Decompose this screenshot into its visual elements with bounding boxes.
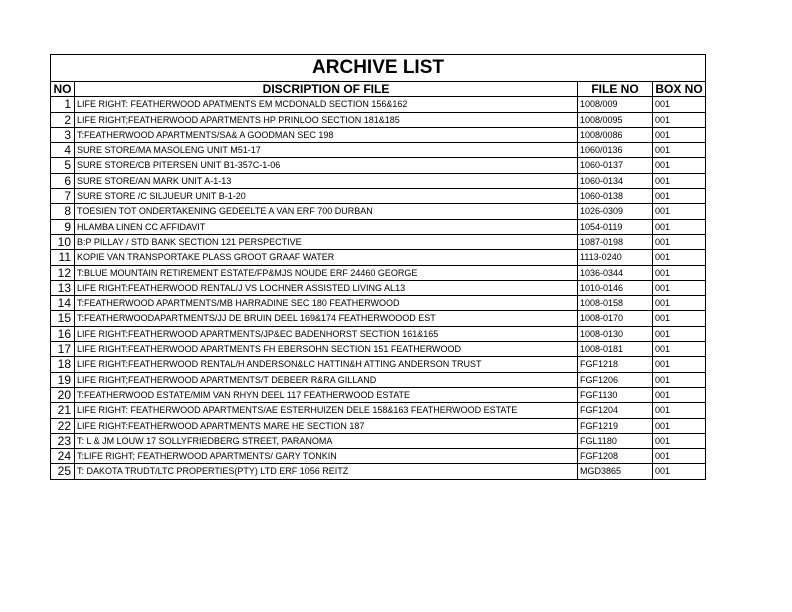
row-file-no: 1036-0344 xyxy=(578,265,653,280)
table-row xyxy=(51,449,706,464)
table-row xyxy=(51,280,706,295)
header-no: NO xyxy=(51,82,75,97)
table-row xyxy=(51,204,706,219)
row-description: B:P PILLAY / STD BANK SECTION 121 PERSPECTIVE xyxy=(75,234,578,249)
row-number: 4 xyxy=(51,143,75,158)
row-file-no: 1008/0095 xyxy=(578,112,653,127)
row-box-no: 001 xyxy=(653,127,706,142)
row-number: 1 xyxy=(51,97,75,112)
row-number: 15 xyxy=(51,311,75,326)
row-number: 22 xyxy=(51,418,75,433)
row-number: 25 xyxy=(51,464,75,479)
table-row xyxy=(51,127,706,142)
table-row xyxy=(51,387,706,402)
row-box-no: 001 xyxy=(653,189,706,204)
row-file-no: MGD3865 xyxy=(578,464,653,479)
row-box-no: 001 xyxy=(653,464,706,479)
row-description: LIFE RIGHT;FEATHERWOOD APARTMENTS/T DEBEER R&RA GILLAND xyxy=(75,372,578,387)
table-row xyxy=(51,173,706,188)
row-file-no: 1008-0158 xyxy=(578,296,653,311)
row-description: LIFE RIGHT:FEATHERWOOD APARTMENTS FH EBERSOHN SECTION 151 FEATHERWOOD xyxy=(75,342,578,357)
table-row xyxy=(51,112,706,127)
row-file-no: 1026-0309 xyxy=(578,204,653,219)
row-number: 9 xyxy=(51,219,75,234)
table-row xyxy=(51,296,706,311)
table-row xyxy=(51,357,706,372)
table-row xyxy=(51,265,706,280)
row-number: 13 xyxy=(51,280,75,295)
archive-table xyxy=(50,54,706,480)
row-box-no: 001 xyxy=(653,357,706,372)
row-box-no: 001 xyxy=(653,403,706,418)
header-row xyxy=(51,82,706,97)
row-box-no: 001 xyxy=(653,280,706,295)
row-description: T: L & JM LOUW 17 SOLLYFRIEDBERG STREET, PARANOMA xyxy=(75,433,578,448)
row-description: SURE STORE /C SILJUEUR UNIT B-1-20 xyxy=(75,189,578,204)
row-description: LIFE RIGHT;FEATHERWOOD APARTMENTS HP PRINLOO SECTION 181&185 xyxy=(75,112,578,127)
row-number: 23 xyxy=(51,433,75,448)
row-number: 14 xyxy=(51,296,75,311)
row-box-no: 001 xyxy=(653,219,706,234)
table-row xyxy=(51,464,706,479)
row-box-no: 001 xyxy=(653,112,706,127)
row-file-no: FGF1206 xyxy=(578,372,653,387)
row-file-no: 1008-0170 xyxy=(578,311,653,326)
table-row xyxy=(51,311,706,326)
row-file-no: 1008/0086 xyxy=(578,127,653,142)
row-number: 5 xyxy=(51,158,75,173)
row-box-no: 001 xyxy=(653,265,706,280)
row-file-no: FGF1204 xyxy=(578,403,653,418)
row-file-no: 1060-0134 xyxy=(578,173,653,188)
row-box-no: 001 xyxy=(653,433,706,448)
row-number: 17 xyxy=(51,342,75,357)
row-description: LIFE RIGHT: FEATHERWOOD APATMENTS EM MCDONALD SECTION 156&162 xyxy=(75,97,578,112)
row-file-no: 1087-0198 xyxy=(578,234,653,249)
row-number: 24 xyxy=(51,449,75,464)
row-file-no: FGF1130 xyxy=(578,387,653,402)
row-box-no: 001 xyxy=(653,173,706,188)
row-number: 12 xyxy=(51,265,75,280)
table-row xyxy=(51,403,706,418)
header-description: DISCRIPTION OF FILE xyxy=(75,82,578,97)
row-box-no: 001 xyxy=(653,311,706,326)
row-file-no: 1054-0119 xyxy=(578,219,653,234)
table-row xyxy=(51,158,706,173)
row-number: 19 xyxy=(51,372,75,387)
table-row xyxy=(51,342,706,357)
row-box-no: 001 xyxy=(653,143,706,158)
row-file-no: 1113-0240 xyxy=(578,250,653,265)
row-box-no: 001 xyxy=(653,204,706,219)
row-box-no: 001 xyxy=(653,387,706,402)
table-row xyxy=(51,418,706,433)
row-description: T: DAKOTA TRUDT/LTC PROPERTIES(PTY) LTD ERF 1056 REITZ xyxy=(75,464,578,479)
table-row xyxy=(51,433,706,448)
row-file-no: 1008-0181 xyxy=(578,342,653,357)
row-description: LIFE RIGHT:FEATHERWOOD RENTAL/J VS LOCHNER ASSISTED LIVING AL13 xyxy=(75,280,578,295)
row-box-no: 001 xyxy=(653,372,706,387)
row-file-no: 1008-0130 xyxy=(578,326,653,341)
row-file-no: FGF1208 xyxy=(578,449,653,464)
row-file-no: 1010-0146 xyxy=(578,280,653,295)
table-row xyxy=(51,234,706,249)
row-number: 6 xyxy=(51,173,75,188)
row-file-no: 1008/009 xyxy=(578,97,653,112)
row-file-no: FGL1180 xyxy=(578,433,653,448)
row-number: 20 xyxy=(51,387,75,402)
row-description: LIFE RIGHT:FEATHERWOOD APARTMENTS/JP&EC BADENHORST SECTION 161&165 xyxy=(75,326,578,341)
table-row xyxy=(51,219,706,234)
row-number: 21 xyxy=(51,403,75,418)
row-file-no: 1060/0136 xyxy=(578,143,653,158)
row-box-no: 001 xyxy=(653,326,706,341)
row-box-no: 001 xyxy=(653,158,706,173)
row-description: HLAMBA LINEN CC AFFIDAVIT xyxy=(75,219,578,234)
row-description: TOESIEN TOT ONDERTAKENING GEDEELTE A VAN ERF 700 DURBAN xyxy=(75,204,578,219)
row-description: T:LIFE RIGHT; FEATHERWOOD APARTMENTS/ GARY TONKIN xyxy=(75,449,578,464)
table-row xyxy=(51,97,706,112)
table-row xyxy=(51,189,706,204)
row-file-no: 1060-0138 xyxy=(578,189,653,204)
header-box-no: BOX NO xyxy=(653,82,706,97)
row-description: SURE STORE/AN MARK UNIT A-1-13 xyxy=(75,173,578,188)
page-title: ARCHIVE LIST xyxy=(51,55,706,82)
row-number: 2 xyxy=(51,112,75,127)
row-file-no: 1060-0137 xyxy=(578,158,653,173)
row-file-no: FGF1219 xyxy=(578,418,653,433)
table-row xyxy=(51,372,706,387)
row-description: LIFE RIGHT:FEATHERWOOD RENTAL/H ANDERSON&LC HATTIN&H ATTING ANDERSON TRUST xyxy=(75,357,578,372)
row-box-no: 001 xyxy=(653,342,706,357)
row-box-no: 001 xyxy=(653,234,706,249)
row-description: T:BLUE MOUNTAIN RETIREMENT ESTATE/FP&MJS NOUDE ERF 24460 GEORGE xyxy=(75,265,578,280)
row-number: 7 xyxy=(51,189,75,204)
table-row xyxy=(51,250,706,265)
row-description: T:FEATHERWOODAPARTMENTS/JJ DE BRUIN DEEL 169&174 FEATHERWOOOD EST xyxy=(75,311,578,326)
row-description: T:FEATHERWOOD APARTMENTS/MB HARRADINE SEC 180 FEATHERWOOD xyxy=(75,296,578,311)
row-number: 3 xyxy=(51,127,75,142)
row-description: LIFE RIGHT: FEATHERWOOD APARTMENTS/AE ESTERHUIZEN DELE 158&163 FEATHERWOOD ESTATE xyxy=(75,403,578,418)
row-file-no: FGF1218 xyxy=(578,357,653,372)
row-description: T:FEATHERWOOD APARTMENTS/SA& A GOODMAN SEC 198 xyxy=(75,127,578,142)
row-description: SURE STORE/CB PITERSEN UNIT B1-357C-1-06 xyxy=(75,158,578,173)
row-box-no: 001 xyxy=(653,449,706,464)
row-description: KOPIE VAN TRANSPORTAKE PLASS GROOT GRAAF WATER xyxy=(75,250,578,265)
row-description: T:FEATHERWOOD ESTATE/MIM VAN RHYN DEEL 117 FEATHERWOOD ESTATE xyxy=(75,387,578,402)
row-description: SURE STORE/MA MASOLENG UNIT M51-17 xyxy=(75,143,578,158)
row-number: 10 xyxy=(51,234,75,249)
row-box-no: 001 xyxy=(653,97,706,112)
row-box-no: 001 xyxy=(653,418,706,433)
table-row xyxy=(51,326,706,341)
row-box-no: 001 xyxy=(653,250,706,265)
row-number: 8 xyxy=(51,204,75,219)
table-row xyxy=(51,143,706,158)
header-file-no: FILE NO xyxy=(578,82,653,97)
row-number: 18 xyxy=(51,357,75,372)
row-number: 16 xyxy=(51,326,75,341)
row-number: 11 xyxy=(51,250,75,265)
row-box-no: 001 xyxy=(653,296,706,311)
row-description: LIFE RIGHT:FEATHERWOOD APARTMENTS MARE HE SECTION 187 xyxy=(75,418,578,433)
